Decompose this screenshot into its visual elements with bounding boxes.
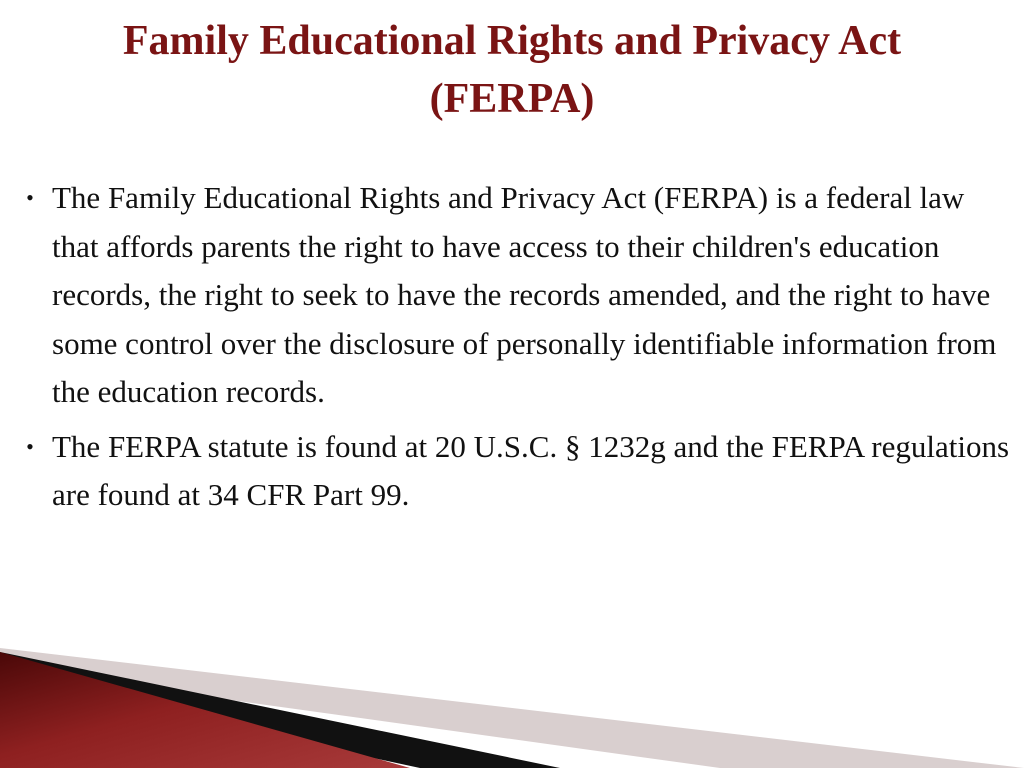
bullet-icon: • [26,433,34,459]
corner-decoration [0,600,1024,768]
bullet-icon: • [26,185,34,210]
bullet-item-definition [20,174,1015,417]
slide-title-line-2: (FERPA) [429,76,595,122]
bullet-text-definition: The Family Educational Rights and Privacy Act (FERPA) is a federal law that affords parents the right to have access to their children's education records, the right to seek to have the records amended, and the right to have some control over the disclosure of personally identifiable information from the education records. [52,180,997,409]
slide-title-line-1: Family Educational Rights and Privacy Act [122,18,902,64]
bullet-text-statute: The FERPA statute is found at 20 U.S.C. § 1232g and the FERPA regulations are found at 34 CFR Part 99. [52,428,1010,512]
bullet-item-statute [20,423,1015,520]
bullet-list [20,174,1015,526]
slide-title [0,12,1024,128]
